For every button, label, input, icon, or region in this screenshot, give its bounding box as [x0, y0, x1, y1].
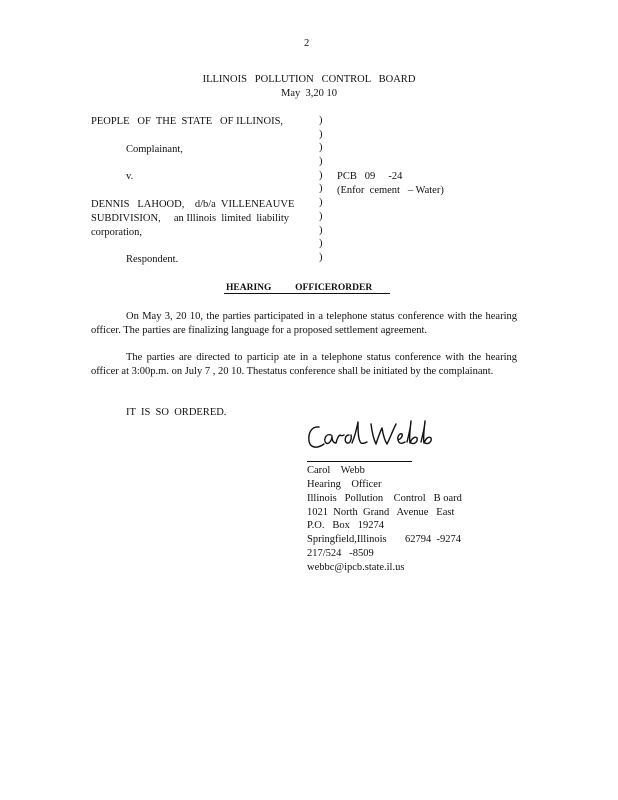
signer-pobox: P.O. Box 19274 [307, 520, 385, 531]
paren: ) [319, 183, 323, 195]
case-number: PCB 09 -24 [337, 171, 403, 182]
versus-label: v. [126, 171, 134, 182]
plaintiff-role: Complainant, [126, 144, 183, 155]
order-date: May 3,20 10 [281, 88, 337, 99]
signer-city: Springfield,Illinois 62794 -9274 [307, 534, 461, 545]
page-number: 2 [304, 38, 310, 49]
signer-phone: 217/524 -8509 [307, 548, 374, 559]
order-title: HEARING OFFICERORDER [226, 283, 373, 293]
paren: ) [319, 210, 323, 222]
case-type: (Enfor cement – Water) [337, 185, 444, 196]
defendant-role: Respondent. [126, 254, 179, 265]
handwritten-signature [305, 418, 435, 458]
paragraph-2: The parties are directed to particip ate in a telephone status conference with the hearing officer at 3:00p.m. on July 7 , 20 10. Thestatus conference shall be initiated by the complainant. [91, 352, 517, 377]
order-title-underline [224, 293, 390, 294]
paragraph-1: On May 3, 20 10, the parties participated in a telephone status conference with the hearing officer. The parties are finalizing language for a proposed settlement agreement. [91, 311, 517, 336]
defendant-line-2: SUBDIVISION, an Illinois limited liability [91, 213, 290, 224]
paren: ) [319, 115, 323, 126]
signer-street: 1021 North Grand Avenue East [307, 507, 455, 518]
paren: ) [319, 156, 323, 168]
defendant-line-1: DENNIS LAHOOD, d/b/a VILLENEAUVE [91, 199, 295, 210]
paren: ) [319, 197, 323, 209]
signature-line [307, 461, 412, 462]
closing-statement: IT IS SO ORDERED. [126, 407, 227, 418]
agency-heading: ILLINOIS POLLUTION CONTROL BOARD [202, 74, 416, 85]
plaintiff-name: PEOPLE OF THE STATE OF ILLINOIS, [91, 116, 284, 127]
signer-email[interactable]: webbc@ipcb.state.il.us [307, 562, 405, 573]
paren: ) [319, 169, 323, 181]
caption-parentheses [319, 114, 323, 265]
paren: ) [319, 251, 323, 263]
signer-org: Illinois Pollution Control B oard [307, 493, 462, 504]
paren: ) [319, 224, 323, 236]
paren: ) [319, 238, 323, 250]
paren: ) [319, 142, 323, 154]
defendant-line-3: corporation, [91, 227, 143, 238]
signer-name: Carol Webb [307, 465, 365, 476]
paren: ) [319, 128, 323, 140]
signer-title: Hearing Officer [307, 479, 382, 490]
